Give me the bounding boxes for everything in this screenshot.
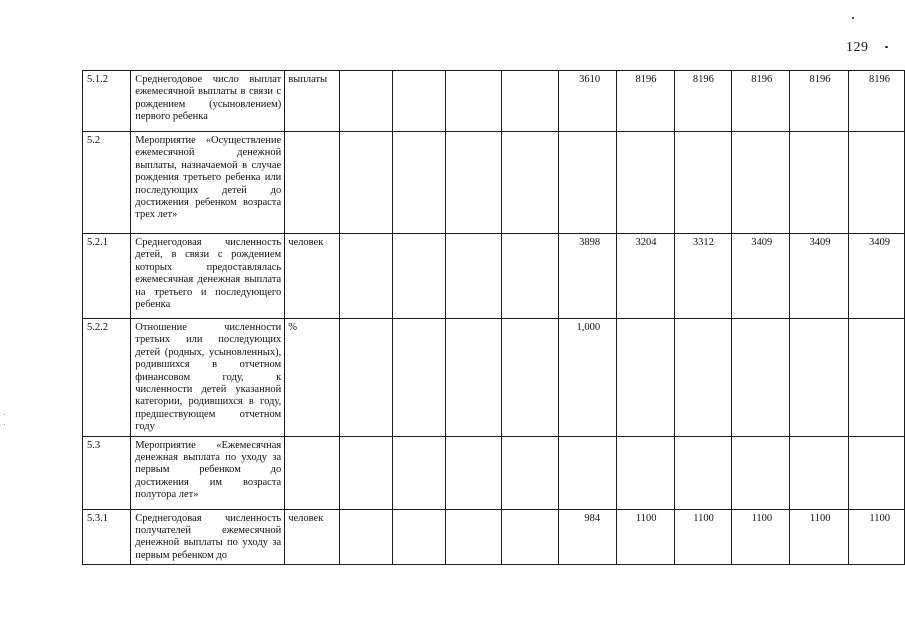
value-cell: 8196 [674, 71, 731, 132]
value-cell [790, 319, 848, 437]
value-cell [392, 319, 445, 437]
value-cell [848, 319, 904, 437]
value-cell: 3898 [558, 234, 616, 319]
value-cell [339, 71, 392, 132]
value-cell: 8196 [848, 71, 904, 132]
table-row [83, 132, 905, 234]
table-row [83, 234, 905, 319]
value-cell: 1100 [731, 509, 789, 565]
value-cell [339, 234, 392, 319]
value-cell [339, 436, 392, 509]
value-cell [392, 132, 445, 234]
value-cell [392, 71, 445, 132]
row-unit: выплаты [285, 71, 339, 132]
row-code: 5.2.2 [83, 319, 131, 437]
value-cell: 1100 [617, 509, 674, 565]
row-description: Мероприятие «Ежемесячная денежная выплата по уходу за первым ребенком до достижения им возраста полутора лет» [131, 436, 285, 509]
value-cell [339, 509, 392, 565]
row-description: Отношение численности третьих или последующих детей (родных, усыновленных), родившихся в отчетном финансовом году, к численности детей указанной категории, родившихся в году, предшествующем отчетном году [131, 319, 285, 437]
value-cell: 3610 [558, 71, 616, 132]
value-cell [502, 234, 558, 319]
value-cell [617, 132, 674, 234]
value-cell: 3312 [674, 234, 731, 319]
value-cell [392, 509, 445, 565]
value-cell [848, 436, 904, 509]
row-description: Мероприятие «Осуществление ежемесячной денежной выплаты, назначаемой в случае рождения третьего ребенка или последующих детей до достижения ребенком возраста трех лет» [131, 132, 285, 234]
row-unit: человек [285, 234, 339, 319]
value-cell [617, 319, 674, 437]
value-cell [674, 319, 731, 437]
row-unit: человек [285, 509, 339, 565]
value-cell [339, 132, 392, 234]
scan-speck [4, 424, 5, 425]
value-cell [848, 132, 904, 234]
value-cell [446, 509, 502, 565]
value-cell [446, 319, 502, 437]
value-cell: 3409 [848, 234, 904, 319]
row-code: 5.2.1 [83, 234, 131, 319]
value-cell [558, 132, 616, 234]
table-row [83, 509, 905, 565]
table-row [83, 71, 905, 132]
scan-speck [885, 46, 888, 48]
value-cell: 3409 [790, 234, 848, 319]
value-cell [446, 132, 502, 234]
value-cell: 3204 [617, 234, 674, 319]
value-cell: 8196 [617, 71, 674, 132]
row-code: 5.2 [83, 132, 131, 234]
value-cell [339, 319, 392, 437]
row-code: 5.3 [83, 436, 131, 509]
value-cell [790, 132, 848, 234]
value-cell [502, 71, 558, 132]
value-cell [446, 71, 502, 132]
value-cell: 1100 [848, 509, 904, 565]
value-cell: 1100 [790, 509, 848, 565]
value-cell [446, 234, 502, 319]
row-description: Среднегодовое число выплат ежемесячной выплаты в связи с рождением (усыновлением) первого ребенка [131, 71, 285, 132]
row-code: 5.1.2 [83, 71, 131, 132]
value-cell [502, 509, 558, 565]
value-cell [731, 132, 789, 234]
row-unit [285, 132, 339, 234]
value-cell [558, 436, 616, 509]
value-cell: 984 [558, 509, 616, 565]
value-cell [674, 436, 731, 509]
row-code: 5.3.1 [83, 509, 131, 565]
row-unit: % [285, 319, 339, 437]
indicators-table [82, 70, 905, 565]
value-cell [790, 436, 848, 509]
value-cell: 1,000 [558, 319, 616, 437]
value-cell [731, 436, 789, 509]
table-row [83, 436, 905, 509]
value-cell [446, 436, 502, 509]
value-cell: 3409 [731, 234, 789, 319]
value-cell [674, 132, 731, 234]
value-cell: 8196 [790, 71, 848, 132]
value-cell [392, 436, 445, 509]
value-cell [731, 319, 789, 437]
value-cell [617, 436, 674, 509]
value-cell: 1100 [674, 509, 731, 565]
value-cell [392, 234, 445, 319]
page-number: 129 [846, 40, 869, 55]
row-description: Среднегодовая численность детей, в связи с рождением которых предоставлялась ежемесячная денежная выплата на третьего и последующего ребенка [131, 234, 285, 319]
scan-speck [852, 17, 854, 19]
row-description: Среднегодовая численность получателей ежемесячной денежной выплаты по уходу за первым ребенком до [131, 509, 285, 565]
value-cell: 8196 [731, 71, 789, 132]
scan-speck [4, 414, 5, 415]
value-cell [502, 436, 558, 509]
value-cell [502, 132, 558, 234]
row-unit [285, 436, 339, 509]
value-cell [502, 319, 558, 437]
table-row [83, 319, 905, 437]
